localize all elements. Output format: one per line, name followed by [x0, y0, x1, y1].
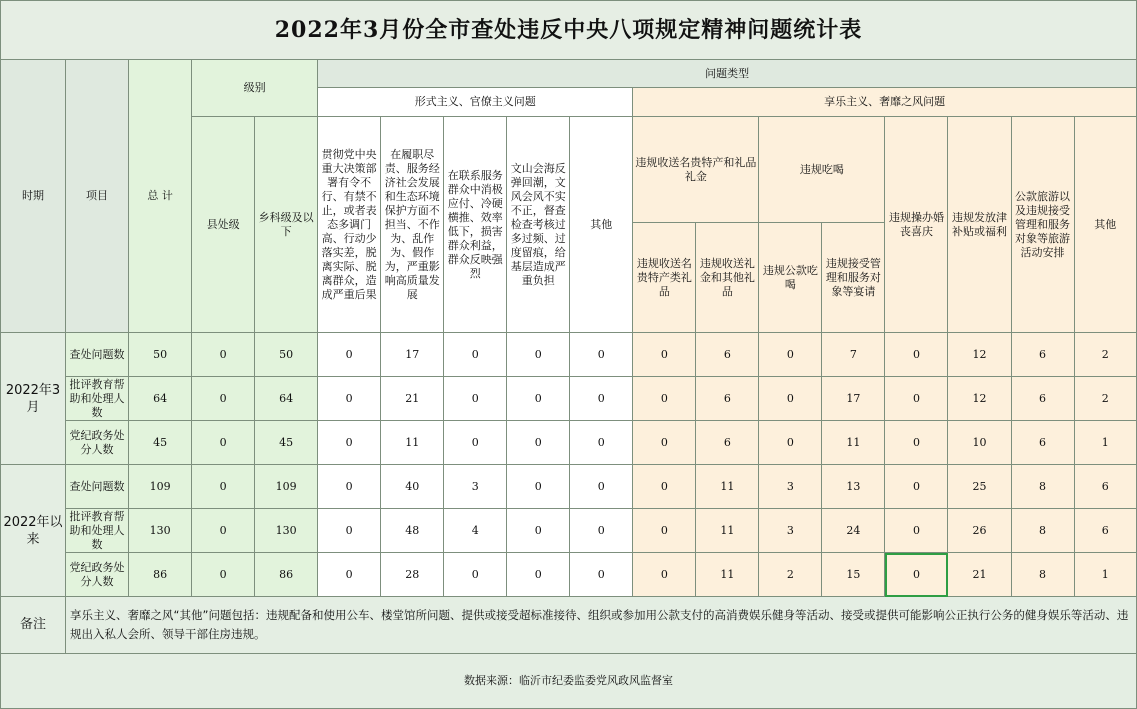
cell-f4[interactable]: 0 [507, 333, 570, 377]
cell-f5[interactable]: 0 [570, 465, 633, 509]
cell-h5[interactable]: 6 [1011, 377, 1074, 421]
cell-h6[interactable]: 1 [1074, 421, 1136, 465]
cell-h3[interactable]: 0 [885, 333, 948, 377]
header-formalism[interactable]: 形式主义、官僚主义问题 [318, 88, 633, 117]
header-banquets[interactable]: 违规接受管理和服务对象等宴请 [822, 223, 885, 333]
header-period[interactable]: 时期 [1, 60, 66, 333]
cell-total[interactable]: 109 [129, 465, 192, 509]
header-dining[interactable]: 违规吃喝 [759, 117, 885, 223]
header-weddings-funerals[interactable]: 违规操办婚丧喜庆 [885, 117, 948, 333]
cell-f2[interactable]: 11 [381, 421, 444, 465]
cell-f1[interactable]: 0 [318, 421, 381, 465]
header-allowances[interactable]: 违规发放津补贴或福利 [948, 117, 1011, 333]
cell-total[interactable]: 50 [129, 333, 192, 377]
cell-f4[interactable]: 0 [507, 553, 570, 597]
cell-h2a[interactable]: 0 [759, 333, 822, 377]
header-level[interactable]: 级别 [192, 60, 318, 117]
cell-h1b[interactable]: 11 [696, 509, 759, 553]
cell-h2a[interactable]: 2 [759, 553, 822, 597]
cell-h5[interactable]: 6 [1011, 421, 1074, 465]
cell-h3-selected[interactable]: 0 [885, 553, 948, 597]
header-issue-type[interactable]: 问题类型 [318, 60, 1137, 88]
cell-f4[interactable]: 0 [507, 421, 570, 465]
cell-h3[interactable]: 0 [885, 377, 948, 421]
note-label[interactable]: 备注 [1, 597, 66, 654]
cell-f4[interactable]: 0 [507, 509, 570, 553]
cell-f2[interactable]: 48 [381, 509, 444, 553]
cell-f4[interactable]: 0 [507, 377, 570, 421]
row-label[interactable]: 党纪政务处分人数 [66, 421, 129, 465]
cell-f3[interactable]: 4 [444, 509, 507, 553]
cell-f1[interactable]: 0 [318, 377, 381, 421]
cell-township[interactable]: 45 [255, 421, 318, 465]
cell-total[interactable]: 45 [129, 421, 192, 465]
cell-f1[interactable]: 0 [318, 553, 381, 597]
cell-total[interactable]: 86 [129, 553, 192, 597]
cell-h1b[interactable]: 6 [696, 377, 759, 421]
cell-h6[interactable]: 1 [1074, 553, 1136, 597]
cell-h5[interactable]: 8 [1011, 509, 1074, 553]
header-item[interactable]: 项目 [66, 60, 129, 333]
header-hedonism-other[interactable]: 其他 [1074, 117, 1136, 333]
row-label[interactable]: 批评教育帮助和处理人数 [66, 377, 129, 421]
header-formalism-1[interactable]: 贯彻党中央重大决策部署有令不行、有禁不止，或者表态多调门高、行动少落实差，脱离实际、脱离群众，造成严重后果 [318, 117, 381, 333]
cell-county[interactable]: 0 [192, 421, 255, 465]
cell-h3[interactable]: 0 [885, 421, 948, 465]
header-public-dining[interactable]: 违规公款吃喝 [759, 223, 822, 333]
cell-county[interactable]: 0 [192, 377, 255, 421]
cell-f3[interactable]: 3 [444, 465, 507, 509]
cell-f2[interactable]: 21 [381, 377, 444, 421]
cell-h1a[interactable]: 0 [633, 333, 696, 377]
cell-county[interactable]: 0 [192, 553, 255, 597]
cell-f3[interactable]: 0 [444, 553, 507, 597]
header-formalism-other[interactable]: 其他 [570, 117, 633, 333]
header-formalism-2[interactable]: 在履职尽责、服务经济社会发展和生态环境保护方面不担当、不作为、乱作为、假作为，严重影响高质量发展 [381, 117, 444, 333]
cell-h1a[interactable]: 0 [633, 377, 696, 421]
cell-f5[interactable]: 0 [570, 377, 633, 421]
cell-h3[interactable]: 0 [885, 509, 948, 553]
cell-total[interactable]: 64 [129, 377, 192, 421]
header-total[interactable]: 总 计 [129, 60, 192, 333]
header-gift-money[interactable]: 违规收送礼金和其他礼品 [696, 223, 759, 333]
cell-h6[interactable]: 2 [1074, 377, 1136, 421]
cell-h1a[interactable]: 0 [633, 421, 696, 465]
cell-h2b[interactable]: 13 [822, 465, 885, 509]
cell-h1b[interactable]: 6 [696, 333, 759, 377]
cell-township[interactable]: 64 [255, 377, 318, 421]
cell-f4[interactable]: 0 [507, 465, 570, 509]
cell-h4[interactable]: 25 [948, 465, 1011, 509]
row-label[interactable]: 党纪政务处分人数 [66, 553, 129, 597]
cell-f2[interactable]: 28 [381, 553, 444, 597]
cell-h2b[interactable]: 11 [822, 421, 885, 465]
cell-f1[interactable]: 0 [318, 465, 381, 509]
cell-township[interactable]: 130 [255, 509, 318, 553]
cell-h4[interactable]: 26 [948, 509, 1011, 553]
cell-county[interactable]: 0 [192, 333, 255, 377]
cell-f3[interactable]: 0 [444, 377, 507, 421]
cell-h1b[interactable]: 11 [696, 553, 759, 597]
data-source[interactable]: 数据来源：临沂市纪委监委党风政风监督室 [1, 654, 1137, 709]
table-title[interactable]: 2022年3月份全市查处违反中央八项规定精神问题统计表 [1, 1, 1137, 60]
cell-h6[interactable]: 6 [1074, 465, 1136, 509]
cell-h4[interactable]: 12 [948, 333, 1011, 377]
cell-township[interactable]: 86 [255, 553, 318, 597]
cell-h2b[interactable]: 7 [822, 333, 885, 377]
header-formalism-3[interactable]: 在联系服务群众中消极应付、冷硬横推、效率低下，损害群众利益，群众反映强烈 [444, 117, 507, 333]
cell-f2[interactable]: 40 [381, 465, 444, 509]
cell-h1b[interactable]: 11 [696, 465, 759, 509]
header-travel[interactable]: 公款旅游以及违规接受管理和服务对象等旅游活动安排 [1011, 117, 1074, 333]
cell-f2[interactable]: 17 [381, 333, 444, 377]
header-township-level[interactable]: 乡科级及以下 [255, 117, 318, 333]
cell-county[interactable]: 0 [192, 509, 255, 553]
cell-f3[interactable]: 0 [444, 421, 507, 465]
cell-h5[interactable]: 6 [1011, 333, 1074, 377]
header-gift-specialty[interactable]: 违规收送名贵特产类礼品 [633, 223, 696, 333]
cell-h3[interactable]: 0 [885, 465, 948, 509]
cell-f5[interactable]: 0 [570, 421, 633, 465]
cell-f1[interactable]: 0 [318, 333, 381, 377]
row-label[interactable]: 批评教育帮助和处理人数 [66, 509, 129, 553]
header-county-level[interactable]: 县处级 [192, 117, 255, 333]
cell-h2b[interactable]: 24 [822, 509, 885, 553]
cell-f5[interactable]: 0 [570, 553, 633, 597]
cell-h2b[interactable]: 17 [822, 377, 885, 421]
note-text[interactable]: 享乐主义、奢靡之风“其他”问题包括：违规配备和使用公车、楼堂馆所问题、提供或接受超标准接待、组织或参加用公款支付的高消费娱乐健身等活动、接受或提供可能影响公正执行公务的健身娱乐等活动、违规出入私人会所、领导干部住房违规。 [66, 597, 1137, 654]
row-label[interactable]: 查处问题数 [66, 465, 129, 509]
cell-township[interactable]: 50 [255, 333, 318, 377]
cell-h2a[interactable]: 0 [759, 421, 822, 465]
period-cell[interactable]: 2022年以来 [1, 465, 66, 597]
cell-h4[interactable]: 12 [948, 377, 1011, 421]
cell-total[interactable]: 130 [129, 509, 192, 553]
header-formalism-4[interactable]: 文山会海反弹回潮，文风会风不实不正，督查检查考核过多过频、过度留痕，给基层造成严重负担 [507, 117, 570, 333]
cell-h1a[interactable]: 0 [633, 509, 696, 553]
cell-h2b[interactable]: 15 [822, 553, 885, 597]
cell-h5[interactable]: 8 [1011, 553, 1074, 597]
cell-h2a[interactable]: 3 [759, 465, 822, 509]
cell-county[interactable]: 0 [192, 465, 255, 509]
cell-f5[interactable]: 0 [570, 509, 633, 553]
cell-h2a[interactable]: 3 [759, 509, 822, 553]
cell-h1a[interactable]: 0 [633, 553, 696, 597]
cell-f3[interactable]: 0 [444, 333, 507, 377]
cell-h6[interactable]: 6 [1074, 509, 1136, 553]
cell-h6[interactable]: 2 [1074, 333, 1136, 377]
cell-township[interactable]: 109 [255, 465, 318, 509]
cell-h5[interactable]: 8 [1011, 465, 1074, 509]
period-cell[interactable]: 2022年3月 [1, 333, 66, 465]
header-gifts[interactable]: 违规收送名贵特产和礼品礼金 [633, 117, 759, 223]
cell-f1[interactable]: 0 [318, 509, 381, 553]
cell-h1a[interactable]: 0 [633, 465, 696, 509]
cell-h1b[interactable]: 6 [696, 421, 759, 465]
cell-h4[interactable]: 10 [948, 421, 1011, 465]
cell-h2a[interactable]: 0 [759, 377, 822, 421]
cell-h4[interactable]: 21 [948, 553, 1011, 597]
cell-f5[interactable]: 0 [570, 333, 633, 377]
row-label[interactable]: 查处问题数 [66, 333, 129, 377]
header-hedonism[interactable]: 享乐主义、奢靡之风问题 [633, 88, 1137, 117]
